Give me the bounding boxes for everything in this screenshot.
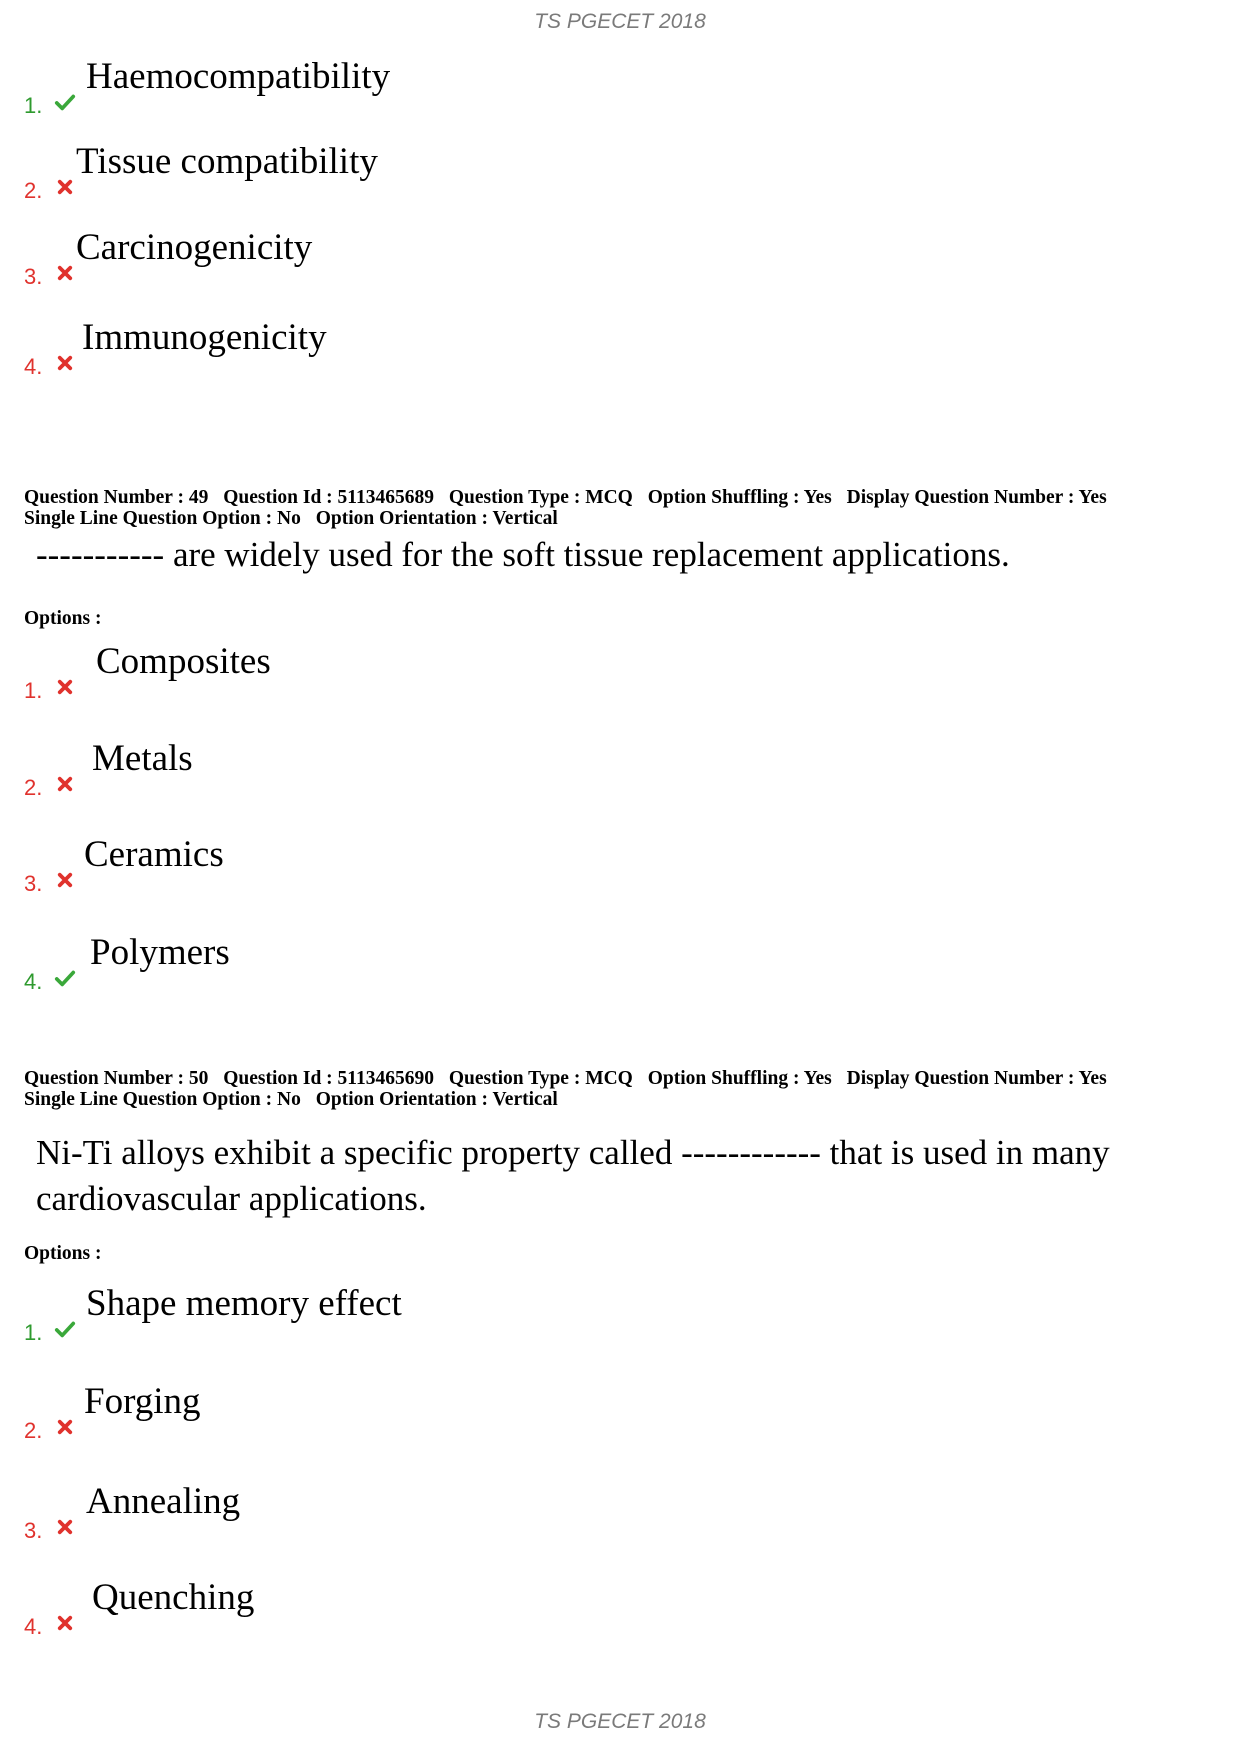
cross-icon <box>56 1518 74 1536</box>
option-text: Haemocompatibility <box>86 56 391 97</box>
cross-icon <box>56 678 74 696</box>
option-text: Ceramics <box>84 834 224 875</box>
cross-icon <box>56 775 74 793</box>
option-text: Forging <box>84 1381 201 1422</box>
meta-question-number: Question Number : 49 <box>24 487 209 508</box>
question-text: ----------- are widely used for the soft tissue replacement applications. <box>36 535 1010 574</box>
option-number: 2. <box>24 178 43 203</box>
option-item <box>24 931 924 1001</box>
meta-question-type: Question Type : MCQ <box>448 487 633 508</box>
option-item <box>24 1576 924 1646</box>
option-number: 4. <box>24 969 43 994</box>
option-number: 1. <box>24 1320 43 1345</box>
option-number: 4. <box>24 1614 43 1639</box>
options-label: Options : <box>24 608 102 629</box>
option-item <box>24 140 924 210</box>
meta-display-number: Display Question Number : Yes <box>846 1068 1107 1089</box>
meta-option-shuffling: Option Shuffling : Yes <box>647 487 832 508</box>
option-number: 3. <box>24 264 43 289</box>
option-item <box>24 316 924 386</box>
option-text: Carcinogenicity <box>76 227 313 268</box>
option-text: Annealing <box>86 1481 241 1522</box>
cross-icon <box>56 871 74 889</box>
option-item <box>24 833 924 903</box>
option-item <box>24 1480 924 1550</box>
question-meta <box>24 1068 1224 1110</box>
option-item <box>24 737 924 807</box>
cross-icon <box>56 178 74 196</box>
meta-single-line: Single Line Question Option : No <box>24 508 301 529</box>
option-item <box>24 1282 924 1352</box>
check-icon <box>54 91 76 113</box>
option-text: Tissue compatibility <box>76 141 378 182</box>
option-number: 1. <box>24 678 43 703</box>
meta-display-number: Display Question Number : Yes <box>846 487 1107 508</box>
option-number: 2. <box>24 1418 43 1443</box>
check-icon <box>54 1318 76 1340</box>
option-number: 3. <box>24 1518 43 1543</box>
options-label: Options : <box>24 1243 102 1264</box>
option-number: 1. <box>24 93 43 118</box>
meta-question-type: Question Type : MCQ <box>448 1068 633 1089</box>
meta-question-id: Question Id : 5113465689 <box>223 487 434 508</box>
cross-icon <box>56 354 74 372</box>
option-text: Immunogenicity <box>82 317 327 358</box>
option-number: 3. <box>24 871 43 896</box>
cross-icon <box>56 1614 74 1632</box>
meta-question-number: Question Number : 50 <box>24 1068 209 1089</box>
question-text-line: cardiovascular applications. <box>36 1179 427 1218</box>
question-text <box>36 1130 1226 1222</box>
option-text: Metals <box>92 738 193 779</box>
meta-single-line: Single Line Question Option : No <box>24 1089 301 1110</box>
option-number: 2. <box>24 775 43 800</box>
meta-orientation: Option Orientation : Vertical <box>315 1089 558 1110</box>
option-text: Quenching <box>92 1577 255 1618</box>
option-text: Polymers <box>90 932 230 973</box>
cross-icon <box>56 264 74 282</box>
meta-option-shuffling: Option Shuffling : Yes <box>647 1068 832 1089</box>
option-item <box>24 55 924 125</box>
page-footer: TS PGECET 2018 <box>534 1710 706 1733</box>
question-text-line: Ni-Ti alloys exhibit a specific property called ------------ that is used in many <box>36 1133 1110 1172</box>
meta-orientation: Option Orientation : Vertical <box>315 508 558 529</box>
check-icon <box>54 967 76 989</box>
question-meta <box>24 487 1224 529</box>
option-item <box>24 226 924 296</box>
page-header: TS PGECET 2018 <box>534 10 706 33</box>
option-number: 4. <box>24 354 43 379</box>
option-text: Composites <box>96 641 271 682</box>
option-item <box>24 640 924 710</box>
option-text: Shape memory effect <box>86 1283 402 1324</box>
cross-icon <box>56 1418 74 1436</box>
option-item <box>24 1380 924 1450</box>
meta-question-id: Question Id : 5113465690 <box>223 1068 434 1089</box>
